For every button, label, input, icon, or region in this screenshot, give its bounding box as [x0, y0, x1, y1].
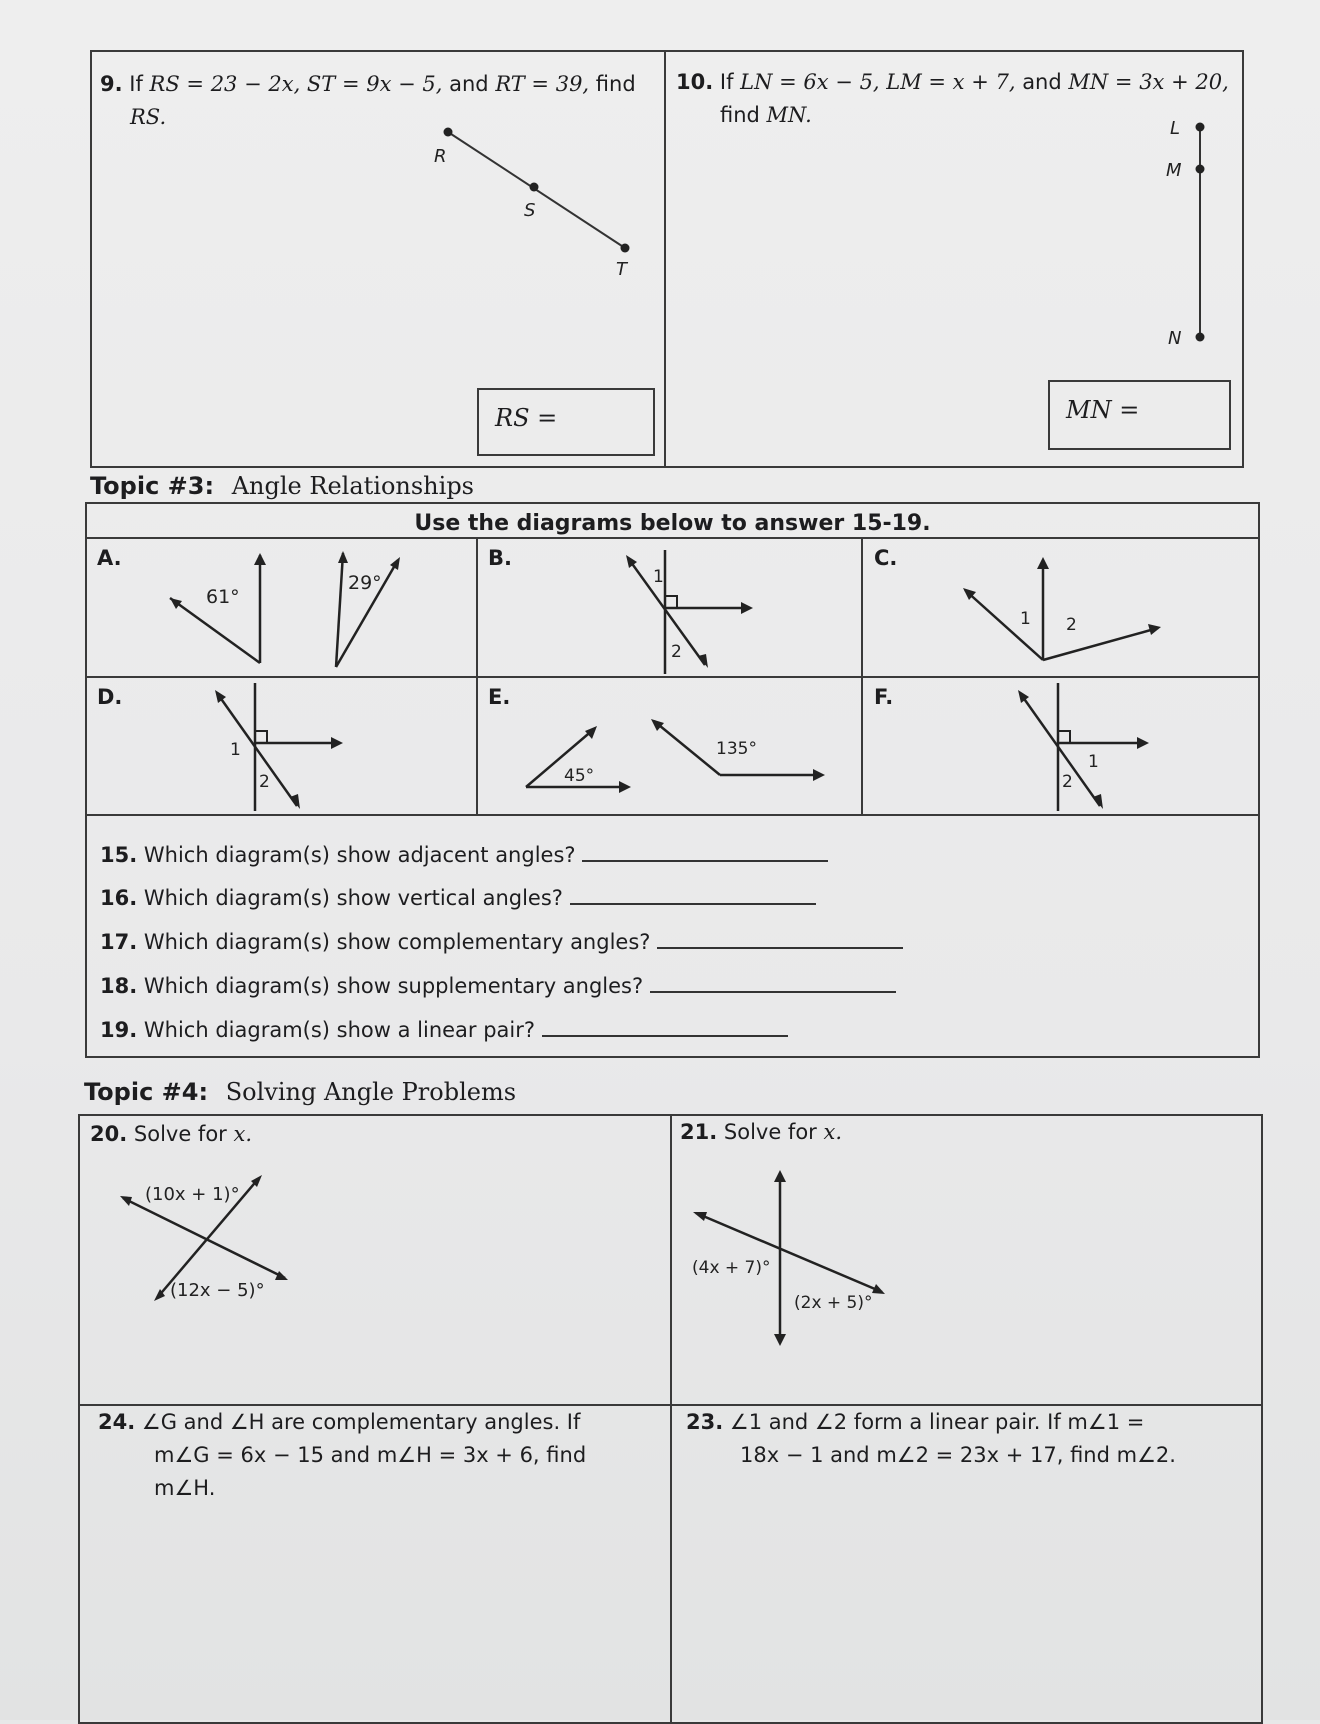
problem-21-angle-right: (2x + 5)°	[794, 1293, 873, 1313]
problem-9-number: 9.	[100, 72, 123, 96]
diagram-e	[520, 715, 840, 800]
problem-20-angle-top: (10x + 1)°	[145, 1184, 240, 1205]
question-15: 15. Which diagram(s) show adjacent angles?	[100, 838, 828, 872]
point-t-label: T	[616, 259, 627, 280]
question-17: 17. Which diagram(s) show complementary angles?	[100, 925, 903, 959]
rs-answer-box[interactable]: RS =	[477, 388, 655, 456]
diagrams-instructions: Use the diagrams below to answer 15-19.	[414, 511, 931, 536]
answer-blank-19[interactable]	[542, 1013, 788, 1037]
problem-20-diagram	[115, 1170, 305, 1310]
topic-3-heading: Topic #3: Angle Relationships	[90, 472, 474, 500]
problem-9-text: 9. If RS = 23 − 2x, ST = 9x − 5, and RT = 39, find RS.	[100, 72, 636, 129]
problem-10-number: 10.	[676, 70, 714, 94]
segment-lmn-diagram	[1160, 115, 1230, 355]
problem-20-text: 20. Solve for x.	[90, 1122, 253, 1146]
diagram-a-angle-29: 29°	[348, 572, 382, 594]
diagram-rows-divider	[85, 676, 1260, 678]
angle-problems-col-divider	[670, 1114, 672, 1724]
diagram-a-label: A.	[97, 546, 122, 570]
point-r-label: R	[434, 146, 447, 167]
diagrams-questions-divider	[85, 814, 1260, 816]
diagram-col-divider-2	[861, 537, 863, 816]
diagram-f-angle-1: 1	[1088, 752, 1099, 772]
problem-21-angle-left: (4x + 7)°	[692, 1258, 771, 1278]
diagram-d-angle-1: 1	[230, 740, 241, 760]
answer-blank-18[interactable]	[650, 969, 896, 993]
diagram-a	[150, 545, 410, 675]
answer-blank-17[interactable]	[657, 925, 903, 949]
instructions-divider	[85, 537, 1260, 539]
diagram-b-angle-2: 2	[671, 642, 682, 662]
problem-23-text: 23. ∠1 and ∠2 form a linear pair. If m∠1 = 18x − 1 and m∠2 = 23x + 17, find m∠2.	[686, 1410, 1176, 1467]
diagram-c	[960, 552, 1170, 667]
diagram-e-angle-45: 45°	[564, 766, 595, 786]
segment-rst-diagram	[420, 120, 650, 280]
diagram-c-angle-2: 2	[1066, 615, 1077, 635]
point-m-label: M	[1166, 160, 1182, 181]
diagram-c-angle-1: 1	[1020, 609, 1031, 629]
diagram-b-angle-1: 1	[653, 567, 664, 587]
diagram-d	[205, 683, 345, 813]
diagram-d-angle-2: 2	[259, 772, 270, 792]
diagram-e-label: E.	[488, 685, 511, 709]
diagram-f-label: F.	[874, 685, 894, 709]
answer-blank-15[interactable]	[582, 838, 828, 862]
answer-blank-16[interactable]	[570, 881, 816, 905]
question-19: 19. Which diagram(s) show a linear pair?	[100, 1013, 788, 1047]
point-n-label: N	[1168, 328, 1182, 349]
diagram-a-angle-61: 61°	[206, 586, 240, 608]
problem-21-diagram	[690, 1165, 900, 1350]
point-l-label: L	[1170, 118, 1181, 139]
diagram-d-label: D.	[97, 685, 123, 709]
problem-21-text: 21. Solve for x.	[680, 1120, 843, 1144]
question-16: 16. Which diagram(s) show vertical angles?	[100, 881, 816, 915]
diagram-f-angle-2: 2	[1062, 772, 1073, 792]
problem-20-angle-bottom: (12x − 5)°	[170, 1280, 265, 1301]
topic-4-heading: Topic #4: Solving Angle Problems	[84, 1078, 517, 1106]
diagram-col-divider-1	[476, 537, 478, 816]
point-s-label: S	[524, 200, 536, 221]
problems-divider	[664, 50, 666, 468]
question-18: 18. Which diagram(s) show supplementary angles?	[100, 969, 896, 1003]
diagram-b	[620, 550, 760, 675]
diagram-e-angle-135: 135°	[716, 739, 757, 759]
diagram-f	[1010, 683, 1160, 813]
problem-10-text: 10. If LN = 6x − 5, LM = x + 7, and MN = 3x + 20, find MN.	[676, 70, 1229, 127]
diagram-c-label: C.	[874, 546, 898, 570]
mn-answer-box[interactable]: MN =	[1048, 380, 1231, 450]
diagram-b-label: B.	[488, 546, 512, 570]
problem-24-text: 24. ∠G and ∠H are complementary angles. If m∠G = 6x − 15 and m∠H = 3x + 6, find m∠H.	[98, 1410, 587, 1500]
